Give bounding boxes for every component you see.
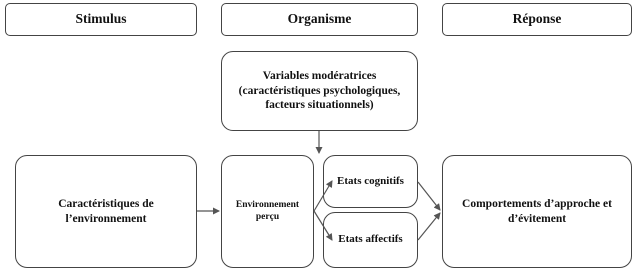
affective-states-label: Etats affectifs bbox=[338, 233, 403, 246]
moderating-variables-line-2: (caractéristiques psychologiques, bbox=[238, 84, 401, 97]
moderating-variables-line-1: Variables modératrices bbox=[262, 70, 377, 83]
header-reponse bbox=[442, 3, 632, 36]
environment-characteristics-line-2: l’environnement bbox=[65, 212, 147, 225]
header-organisme bbox=[221, 3, 418, 36]
behaviours-line-2: d’évitement bbox=[507, 212, 567, 225]
perceived-environment-box bbox=[221, 155, 314, 268]
perceived-environment-line-1: Environnement bbox=[235, 199, 300, 210]
header-reponse-label: Réponse bbox=[512, 11, 562, 27]
environment-characteristics-box bbox=[15, 155, 197, 268]
environment-characteristics-line-1: Caractéristiques de bbox=[58, 198, 154, 211]
cognitive-states-box bbox=[323, 155, 418, 208]
arrow-affective-to-behaviours bbox=[418, 213, 440, 240]
header-stimulus-label: Stimulus bbox=[75, 11, 127, 27]
behaviours-box bbox=[442, 155, 632, 268]
moderating-variables-line-3: facteurs situationnels) bbox=[265, 99, 374, 112]
arrow-cognitive-to-behaviours bbox=[418, 182, 440, 210]
perceived-environment-line-2: perçu bbox=[255, 211, 280, 222]
behaviours-line-1: Comportements d’approche et bbox=[462, 198, 612, 211]
affective-states-box bbox=[323, 212, 418, 268]
cognitive-states-label: Etats cognitifs bbox=[337, 174, 404, 187]
header-stimulus bbox=[5, 3, 197, 36]
header-organisme-label: Organisme bbox=[287, 11, 352, 27]
moderating-variables-box bbox=[221, 51, 418, 131]
